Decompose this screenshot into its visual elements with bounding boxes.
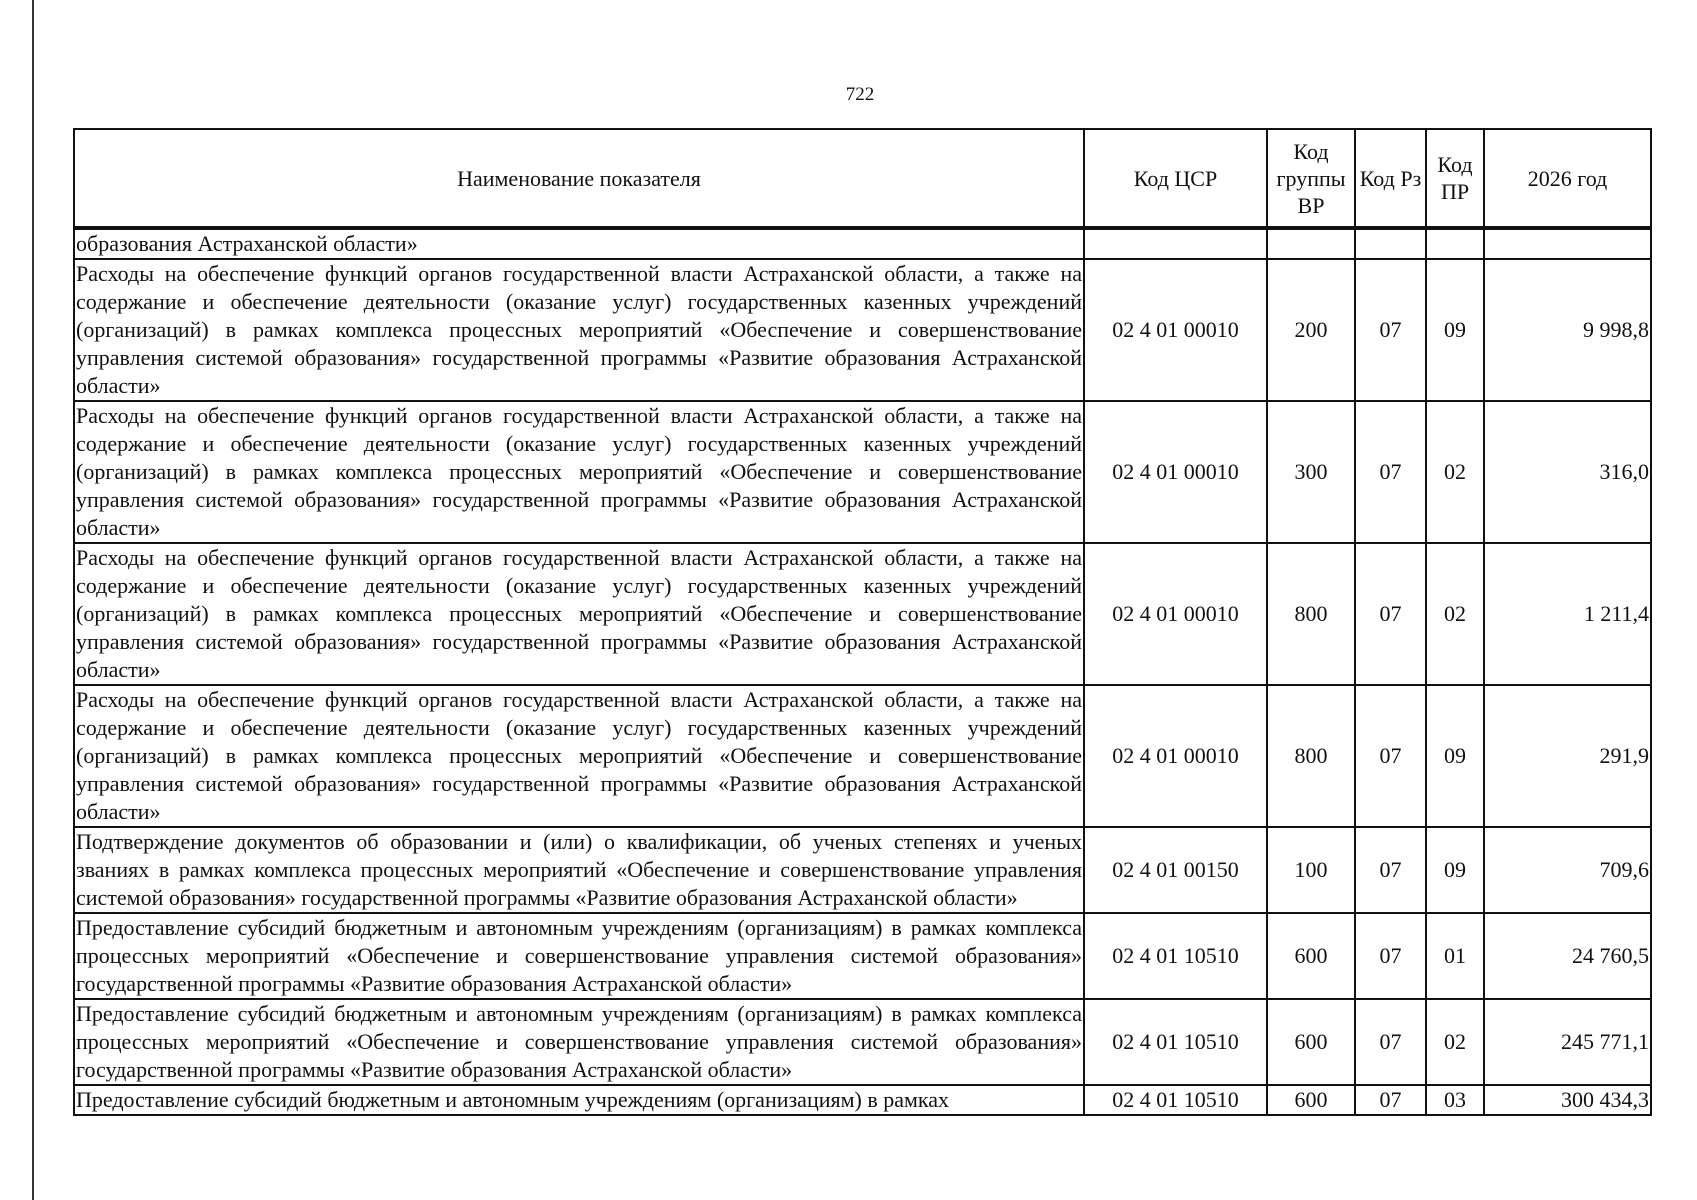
row-vr-code: 600 <box>1267 913 1355 999</box>
row-pr-code: 02 <box>1426 999 1484 1085</box>
table-row <box>74 827 1651 913</box>
header-rz-code: Код Рз <box>1355 129 1426 227</box>
row-pr-code: 02 <box>1426 543 1484 685</box>
row-vr-code: 600 <box>1267 1085 1355 1115</box>
row-amount: 245 771,1 <box>1484 999 1651 1085</box>
row-indicator-name: Расходы на обеспечение функций органов государственной власти Астраханской области, а также на содержание и обеспечение деятельности (оказание услуг) государственных казенных учреждений (организаций) в рамках комплекса процессных мероприятий «Обеспечение и совершенствование управления системой образования» государственной программы «Развитие образования Астраханской области» <box>74 401 1084 543</box>
row-amount: 24 760,5 <box>1484 913 1651 999</box>
row-vr-code: 800 <box>1267 543 1355 685</box>
row-indicator-name: Предоставление субсидий бюджетным и автономным учреждениям (организациям) в рамках <box>74 1085 1084 1115</box>
row-csr-code: 02 4 01 10510 <box>1084 1085 1267 1115</box>
row-rz-code <box>1355 229 1426 259</box>
table-row <box>74 259 1651 401</box>
row-csr-code: 02 4 01 00150 <box>1084 827 1267 913</box>
table-row <box>74 229 1651 259</box>
row-amount: 9 998,8 <box>1484 259 1651 401</box>
page-number: 722 <box>845 84 875 105</box>
row-indicator-name: Расходы на обеспечение функций органов государственной власти Астраханской области, а также на содержание и обеспечение деятельности (оказание услуг) государственных казенных учреждений (организаций) в рамках комплекса процессных мероприятий «Обеспечение и совершенствование управления системой образования» государственной программы «Развитие образования Астраханской области» <box>74 259 1084 401</box>
row-vr-code: 100 <box>1267 827 1355 913</box>
row-pr-code <box>1426 229 1484 259</box>
row-amount: 291,9 <box>1484 685 1651 827</box>
header-year-2026: 2026 год <box>1484 129 1651 227</box>
row-csr-code: 02 4 01 10510 <box>1084 999 1267 1085</box>
row-vr-code: 600 <box>1267 999 1355 1085</box>
row-indicator-name: образования Астраханской области» <box>74 229 1084 259</box>
row-amount: 300 434,3 <box>1484 1085 1651 1115</box>
table-row <box>74 401 1651 543</box>
row-pr-code: 09 <box>1426 685 1484 827</box>
row-pr-code: 01 <box>1426 913 1484 999</box>
row-vr-code: 300 <box>1267 401 1355 543</box>
row-indicator-name: Расходы на обеспечение функций органов государственной власти Астраханской области, а также на содержание и обеспечение деятельности (оказание услуг) государственных казенных учреждений (организаций) в рамках комплекса процессных мероприятий «Обеспечение и совершенствование управления системой образования» государственной программы «Развитие образования Астраханской области» <box>74 685 1084 827</box>
row-csr-code: 02 4 01 00010 <box>1084 259 1267 401</box>
row-csr-code <box>1084 229 1267 259</box>
row-rz-code: 07 <box>1355 827 1426 913</box>
row-indicator-name: Подтверждение документов об образовании и (или) о квалификации, об ученых степенях и ученых званиях в рамках комплекса процессных мероприятий «Обеспечение и совершенствование управления системой образования» государственной программы «Развитие образования Астраханской области» <box>74 827 1084 913</box>
header-csr-code: Код ЦСР <box>1084 129 1267 227</box>
binding-margin-line <box>32 0 34 1200</box>
row-csr-code: 02 4 01 00010 <box>1084 543 1267 685</box>
row-indicator-name: Предоставление субсидий бюджетным и автономным учреждениям (организациям) в рамках комплекса процессных мероприятий «Обеспечение и совершенствование управления системой образования» государственной программы «Развитие образования Астраханской области» <box>74 999 1084 1085</box>
row-pr-code: 09 <box>1426 259 1484 401</box>
row-indicator-name: Расходы на обеспечение функций органов государственной власти Астраханской области, а также на содержание и обеспечение деятельности (оказание услуг) государственных казенных учреждений (организаций) в рамках комплекса процессных мероприятий «Обеспечение и совершенствование управления системой образования» государственной программы «Развитие образования Астраханской области» <box>74 543 1084 685</box>
row-indicator-name: Предоставление субсидий бюджетным и автономным учреждениям (организациям) в рамках комплекса процессных мероприятий «Обеспечение и совершенствование управления системой образования» государственной программы «Развитие образования Астраханской области» <box>74 913 1084 999</box>
row-amount: 709,6 <box>1484 827 1651 913</box>
header-vr-group-code: Код группы ВР <box>1267 129 1355 227</box>
table-row <box>74 685 1651 827</box>
row-amount: 1 211,4 <box>1484 543 1651 685</box>
row-vr-code: 200 <box>1267 259 1355 401</box>
row-csr-code: 02 4 01 00010 <box>1084 401 1267 543</box>
row-amount: 316,0 <box>1484 401 1651 543</box>
row-rz-code: 07 <box>1355 259 1426 401</box>
table-row <box>74 913 1651 999</box>
header-pr-code: Код ПР <box>1426 129 1484 227</box>
table-row <box>74 999 1651 1085</box>
row-csr-code: 02 4 01 10510 <box>1084 913 1267 999</box>
row-pr-code: 02 <box>1426 401 1484 543</box>
row-rz-code: 07 <box>1355 401 1426 543</box>
row-pr-code: 09 <box>1426 827 1484 913</box>
budget-table <box>73 128 1652 1116</box>
table-row <box>74 1085 1651 1115</box>
row-rz-code: 07 <box>1355 999 1426 1085</box>
row-vr-code: 800 <box>1267 685 1355 827</box>
row-vr-code <box>1267 229 1355 259</box>
row-amount <box>1484 229 1651 259</box>
row-csr-code: 02 4 01 00010 <box>1084 685 1267 827</box>
table-row <box>74 543 1651 685</box>
row-rz-code: 07 <box>1355 543 1426 685</box>
row-rz-code: 07 <box>1355 685 1426 827</box>
row-rz-code: 07 <box>1355 913 1426 999</box>
row-rz-code: 07 <box>1355 1085 1426 1115</box>
header-indicator-name: Наименование показателя <box>74 129 1084 227</box>
table-header-row <box>74 129 1651 227</box>
row-pr-code: 03 <box>1426 1085 1484 1115</box>
